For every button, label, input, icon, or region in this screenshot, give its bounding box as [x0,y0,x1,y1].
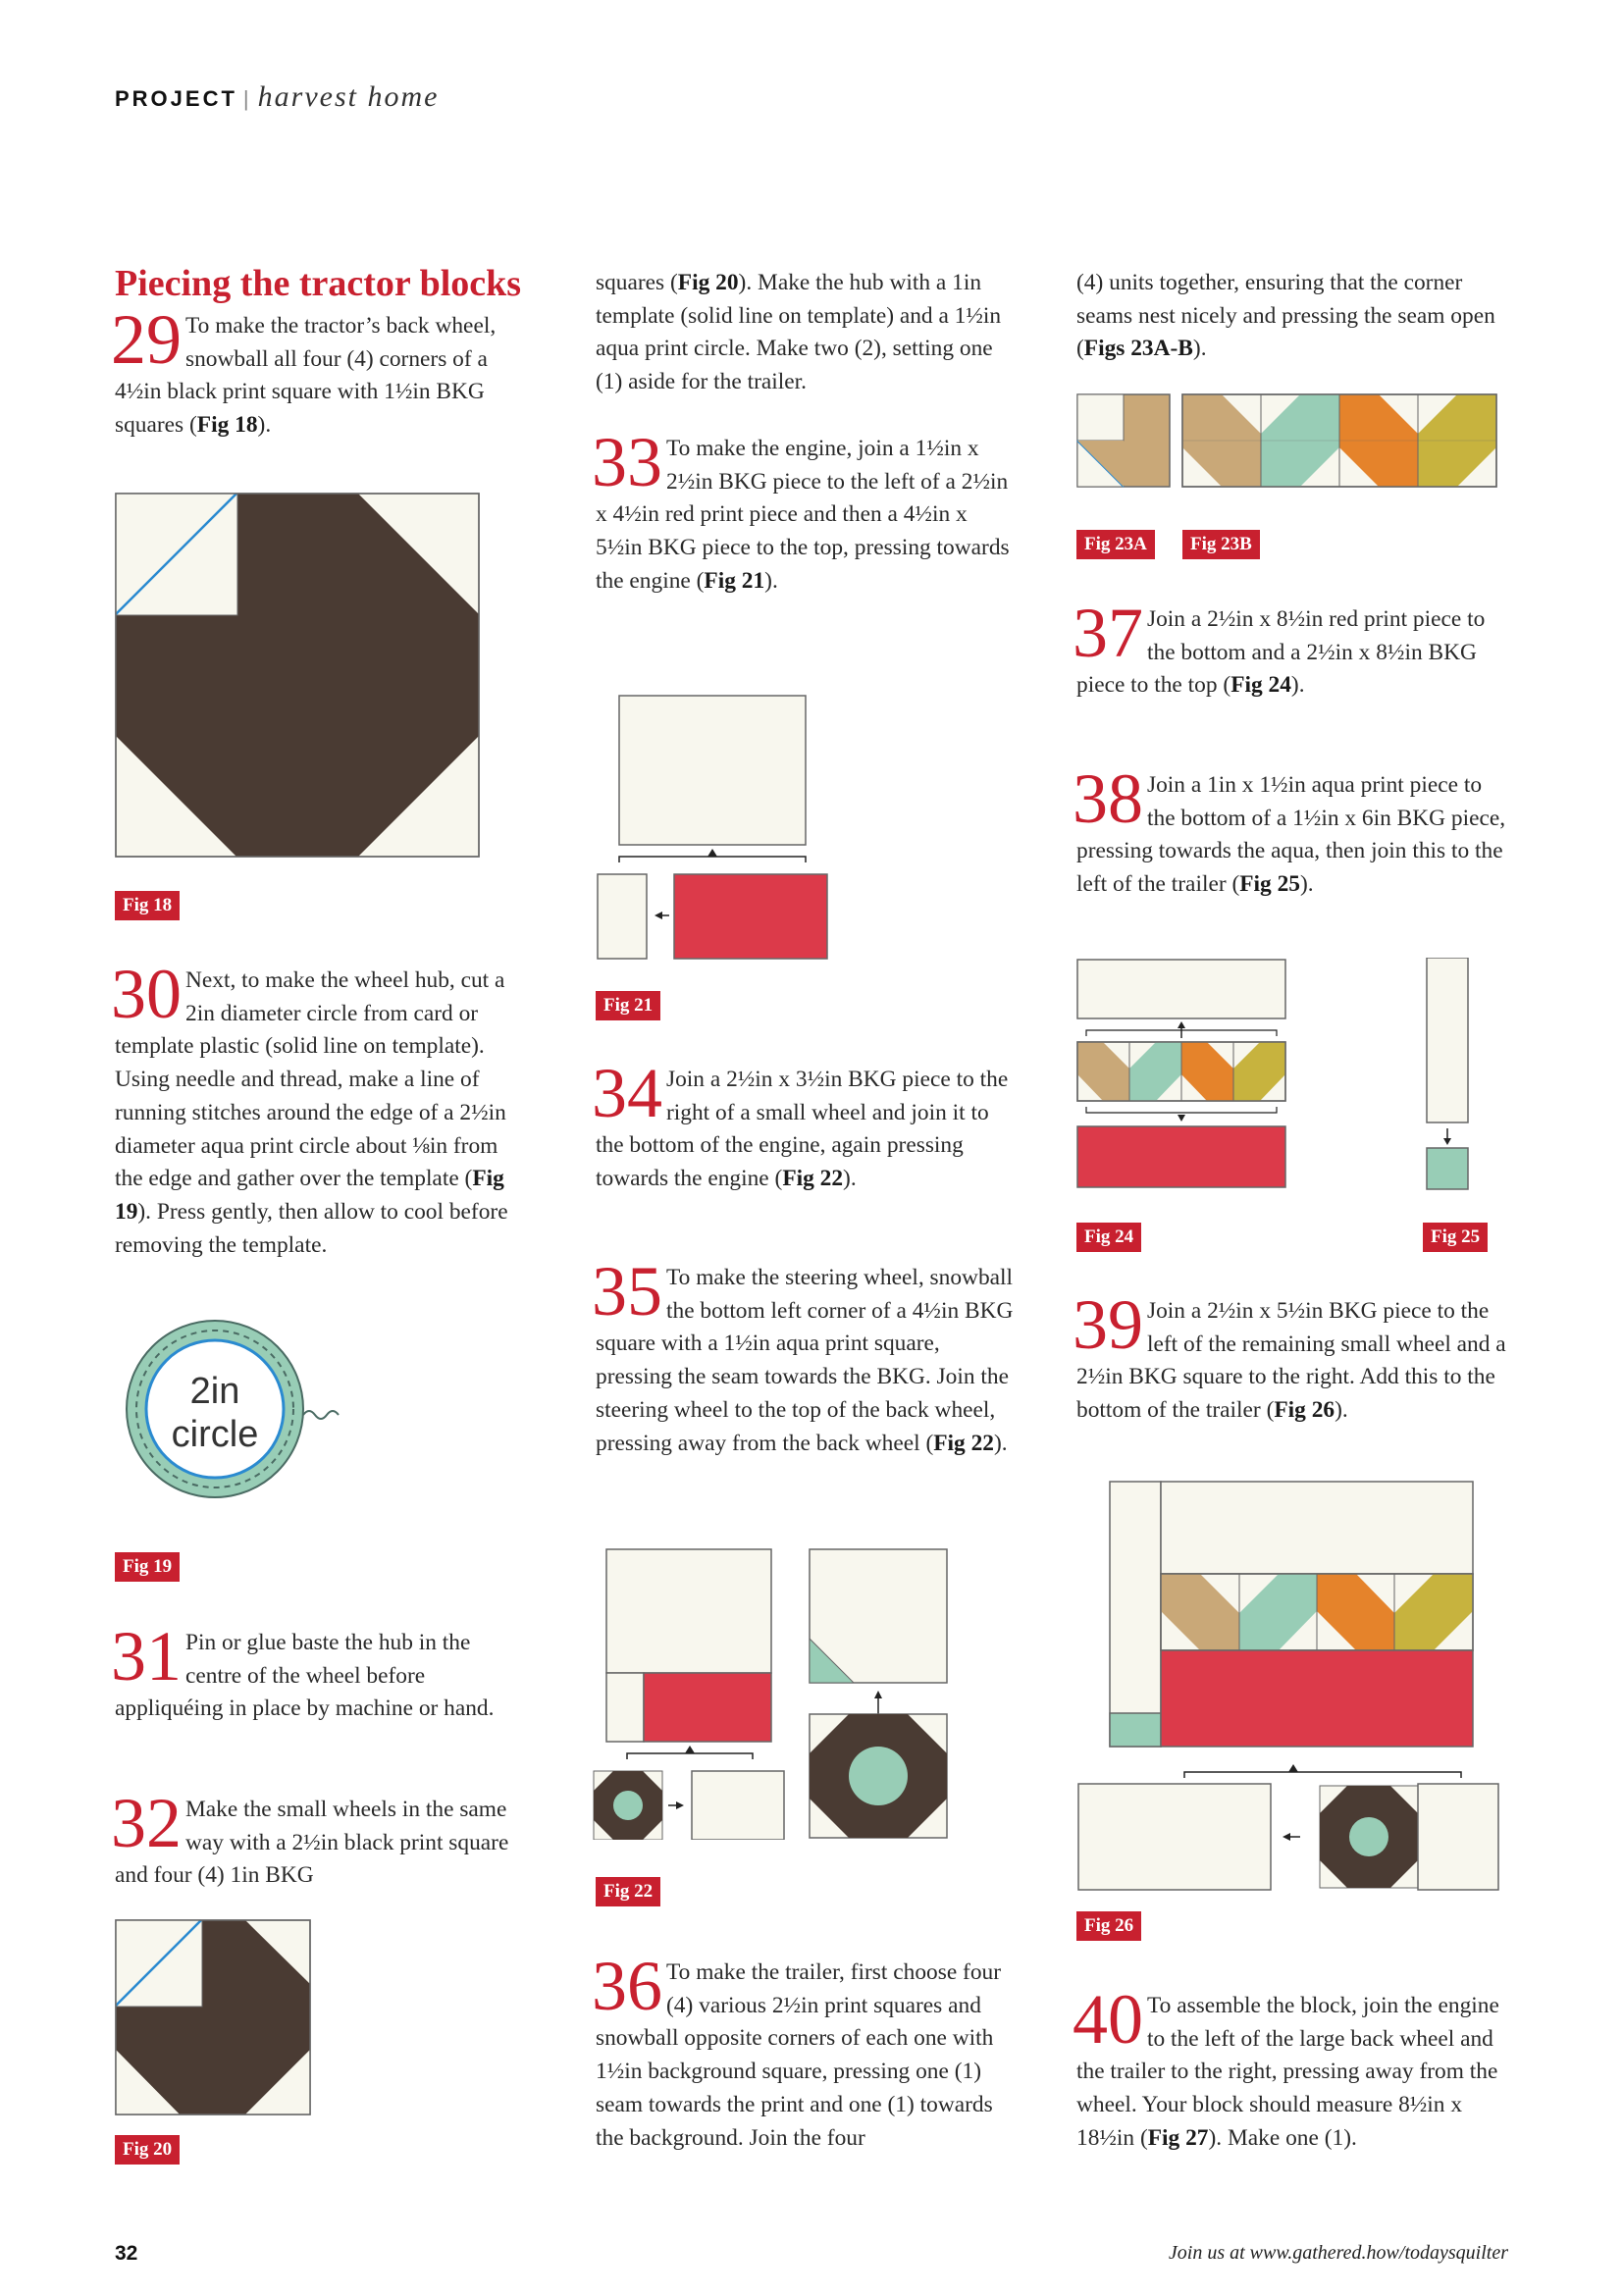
step-number: 33 [592,422,662,501]
step-40 [1073,1980,1508,2156]
step-40-block [1073,1980,1508,2156]
step-number: 37 [1073,594,1143,672]
step-39 [1073,1285,1508,1428]
fig-19-label: Fig 19 [115,1552,180,1582]
step-number: 30 [111,955,182,1033]
step-33 [592,422,1018,599]
step-37-block [1073,594,1508,703]
step-30 [111,955,527,1262]
step-35 [592,1252,1018,1460]
fig-26-diagram [1076,1480,1500,1892]
step-number: 31 [111,1617,182,1696]
running-header [115,80,439,114]
step-text: To make the tractor’s back wheel, snowball all four (4) corners of a 4½in black print square with 1½in BKG squares (Fig 18). [115,313,497,439]
step-30-block [111,955,527,1262]
step-39-block [1073,1285,1508,1428]
step-number: 29 [111,300,182,379]
step-36-continued [1076,267,1508,366]
fig-22-label: Fig 22 [596,1877,660,1906]
fig-20-label: Fig 20 [115,2135,180,2165]
step-34-block [592,1054,1018,1196]
step-31-block [111,1617,527,1726]
fig-21-diagram [596,694,831,965]
fig-22-diagram [592,1545,955,1840]
fig-19-label-line2: circle [171,1414,259,1455]
step-number: 32 [111,1784,182,1862]
step-number: 36 [592,1947,662,2025]
fig-19-label-line1: 2in [189,1371,240,1412]
step-number: 39 [1073,1285,1143,1364]
step-36 [592,1947,1018,2155]
step-text: Join a 1in x 1½in aqua print piece to the bottom of a 1½in x 6in BKG piece, pressing towards the aqua, then join this to the left of the trailer (Fig 25). [1076,772,1506,898]
fig-21-label: Fig 21 [596,991,660,1020]
step-number: 34 [592,1054,662,1132]
fig-23b-label: Fig 23B [1182,530,1260,559]
step-31 [111,1617,527,1726]
step-number: 38 [1073,759,1143,838]
section-heading: Piecing the tractor blocks [115,263,522,304]
header-section: PROJECT [115,86,237,111]
fig-24-label: Fig 24 [1076,1223,1141,1252]
column-2 [592,267,1018,598]
step-32-block [111,1784,527,1893]
step-text: Pin or glue baste the hub in the centre of the wheel before appliquéing in place by machine or hand. [115,1630,495,1722]
step-text: Join a 2½in x 3½in BKG piece to the right of a small wheel and join it to the bottom of the engine, again pressing towards the engine (Fig 22). [596,1067,1009,1192]
step-text: (4) units together, ensuring that the corner seams nest nicely and pressing the seam open (Figs 23A-B). [1076,270,1495,362]
step-35-block [592,1252,1018,1460]
header-separator: | [242,86,252,111]
fig-23-diagram [1076,392,1498,491]
step-number: 40 [1073,1980,1143,2059]
step-number: 35 [592,1252,662,1331]
step-text: Make the small wheels in the same way with a 2½in black print square and four (4) 1in BKG [115,1797,509,1889]
step-38 [1073,759,1508,902]
footer-url: Join us at www.gathered.how/todaysquilter [1168,2242,1508,2264]
step-text: To make the trailer, first choose four (4) various 2½in print squares and snowball opposite corners of each one with 1½in background square, pressing one (1) seam towards the print and one (1) towards the background. Join the four [596,1959,1002,2151]
page-number: 32 [115,2242,138,2265]
fig-19-diagram [115,1317,350,1503]
fig-18-label: Fig 18 [115,891,180,920]
step-29 [111,300,527,443]
column-1 [111,263,527,443]
step-37 [1073,594,1508,703]
step-32-continued [596,267,1018,399]
fig-20-diagram [115,1919,311,2115]
step-text: To make the engine, join a 1½in x 2½in BKG piece to the left of a 2½in x 4½in red print piece and then a 4½in x 5½in BKG piece to the top, pressing towards the engine (Fig 21). [596,435,1010,594]
step-32 [111,1784,527,1893]
step-text: Next, to make the wheel hub, cut a 2in diameter circle from card or template plastic (solid line on template). Using needle and thread, make a line of running stitches around the edge of a 2½in diameter aqua print circle about ⅛in from the edge and gather over the template (Fig 19). Press gently, then allow to cool before removing the template. [115,967,508,1258]
step-text: To assemble the block, join the engine to the left of the large back wheel and the trailer to the right, pressing away from the wheel. Your block should measure 8½in x 18½in (Fig 27). Make one (1). [1076,1993,1499,2151]
step-text: Join a 2½in x 8½in red print piece to the bottom and a 2½in x 8½in BKG piece to the top (Fig 24). [1076,606,1486,699]
fig-24-25-diagram [1076,958,1475,1193]
column-3 [1076,267,1508,366]
step-text: Join a 2½in x 5½in BKG piece to the left of the remaining small wheel and a 2½in BKG square to the right. Add this to the bottom of the trailer (Fig 26). [1076,1298,1506,1424]
step-text: To make the steering wheel, snowball the bottom left corner of a 4½in BKG square with a 1½in aqua print square, pressing the seam towards the BKG. Join the steering wheel to the top of the back wheel, pressing away from the back wheel (Fig 22). [596,1265,1014,1456]
fig-23a-label: Fig 23A [1076,530,1155,559]
fig-26-label: Fig 26 [1076,1911,1141,1941]
step-34 [592,1054,1018,1196]
header-project-title: harvest home [257,80,440,113]
fig-18-diagram [115,493,480,858]
step-36-block [592,1947,1018,2155]
fig-25-label: Fig 25 [1423,1223,1488,1252]
step-38-block [1073,759,1508,902]
step-text: squares (Fig 20). Make the hub with a 1in template (solid line on template) and a 1½in aqua print circle. Make two (2), setting one (1) aside for the trailer. [596,270,1002,395]
